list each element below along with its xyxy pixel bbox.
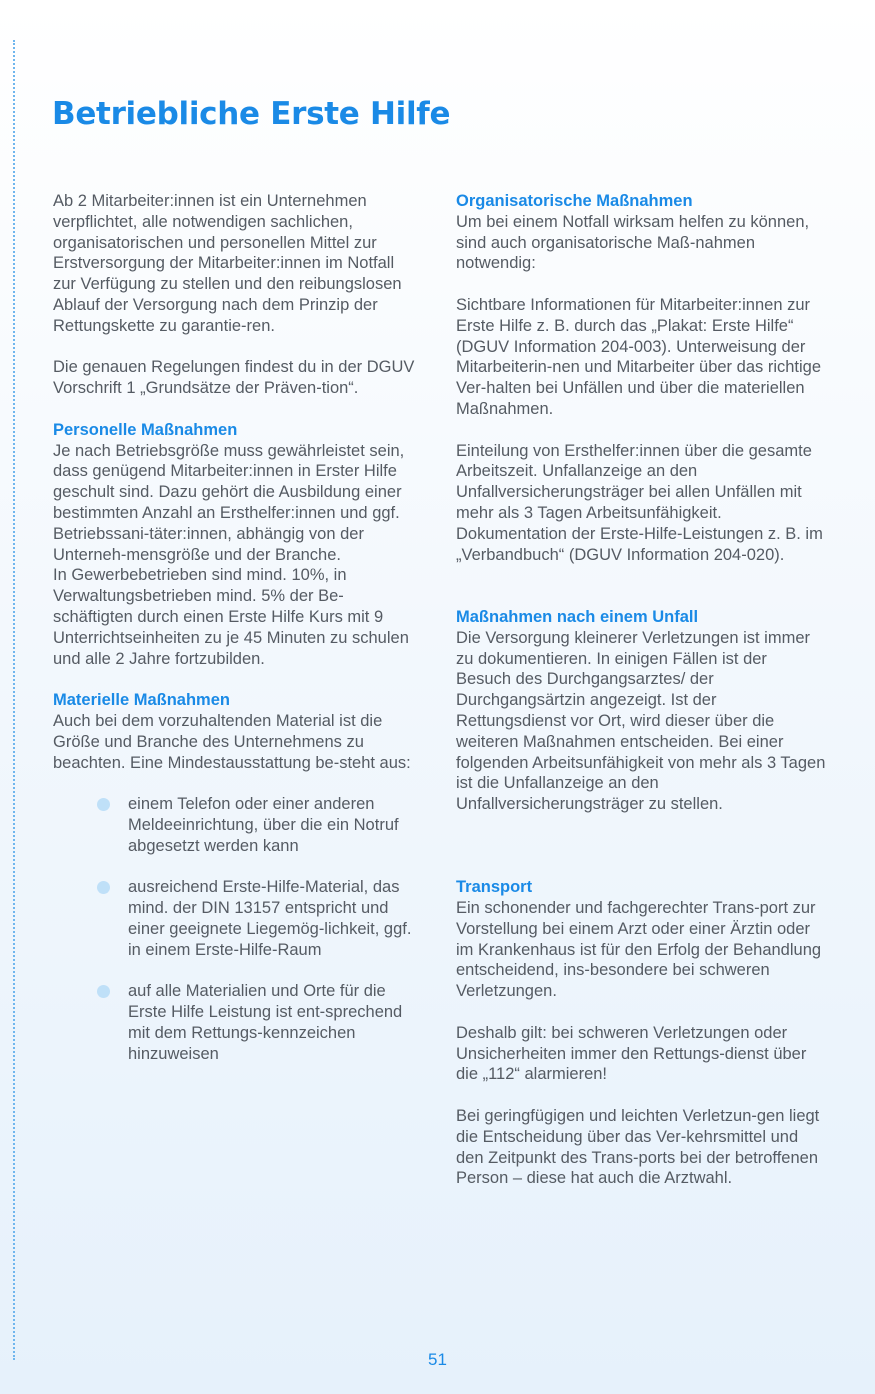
page-number: 51	[428, 1350, 447, 1369]
intro-paragraph-2: Die genauen Regelungen findest du in der DGUV Vorschrift 1 „Grundsätze der Präven-tion“.	[53, 358, 415, 398]
intro-paragraph-1: Ab 2 Mitarbeiter:innen ist ein Unternehmen verpflichtet, alle notwendigen sachlichen, organisatorischen und personellen Mittel zur Erstversorgung der Mitarbeiter:innen im Notfall zur Verfügung zu stellen und den reibungslosen Ablauf der Versorgung nach dem Prinzip der Rettungskette zu garantie-ren.	[53, 192, 402, 335]
unfall-paragraph: Die Versorgung kleinerer Verletzungen ist immer zu dokumentieren. In einigen Fällen ist der Besuch des Durchgangsarztes/ der Durchgangsärtzin angezeigt. Ist der Rettungsdienst vor Ort, wird dieser über die weiteren Maßnahmen entscheiden. Bei einer folgenden Arbeitsunfähigkeit von mehr als 3 Tagen ist die Unfallanzeige an den Unfallversicherungsträger zu stellen.	[456, 628, 826, 814]
unfall-heading: Maßnahmen nach einem Unfall	[456, 607, 699, 626]
organisatorische-paragraph-3: Einteilung von Ersthelfer:innen über die gesamte Arbeitszeit. Unfallanzeige an den Unfallversicherungsträger bei allen Unfällen mit mehr als 3 Tagen Arbeitsunfähigkeit. Dokumentation der Erste-Hilfe-Leistungen z. B. im „Verbandbuch“ (DGUV Information 204-020).	[456, 441, 823, 564]
transport-paragraph-2: Deshalb gilt: bei schweren Verletzungen oder Unsicherheiten immer den Rettungs-dienst über die „112“ alarmieren!	[456, 1023, 807, 1084]
list-item-text: ausreichend Erste-Hilfe-Material, das mind. der DIN 13157 entspricht und einer geeignete Liegemög-lichkeit, ggf. in einem Erste-Hilfe-Raum	[128, 878, 412, 959]
personelle-paragraph-2: In Gewerbebetrieben sind mind. 10%, in Verwaltungsbetrieben mind. 5% der Be-schäftigten durch einen Erste Hilfe Kurs mit 9 Unterrichtseinheiten zu je 45 Minuten zu schulen und alle 2 Jahre fortzubilden.	[53, 566, 409, 668]
bullet-dot-icon	[97, 881, 110, 894]
organisatorische-heading: Organisatorische Maßnahmen	[456, 192, 693, 210]
materielle-heading: Materielle Maßnahmen	[53, 691, 230, 710]
equipment-list	[53, 794, 415, 1064]
transport-paragraph-1: Ein schonender und fachgerechter Trans-port zur Vorstellung bei einem Arzt oder einer Ärztin oder im Krankenhaus ist für den Erfolg der Behandlung entscheidend, ins-besondere bei schweren Verletzungen.	[456, 899, 822, 1001]
bullet-dot-icon	[97, 985, 110, 998]
margin-dotted-rule	[13, 40, 15, 1360]
transport-heading: Transport	[456, 878, 533, 897]
materielle-paragraph: Auch bei dem vorzuhaltenden Material ist die Größe und Branche des Unternehmens zu beachten. Eine Mindestausstattung be-steht aus:	[53, 711, 411, 772]
list-item-text: einem Telefon oder einer anderen Meldeeinrichtung, über die ein Notruf abgesetzt werden kann	[128, 795, 399, 855]
list-item	[128, 877, 415, 960]
list-item	[128, 981, 415, 1064]
left-column	[53, 191, 415, 1064]
personelle-paragraph-1: Je nach Betriebsgröße muss gewährleistet sein, dass genügend Mitarbeiter:innen in Erster Hilfe geschult sind. Dazu gehört die Ausbildung einer bestimmten Anzahl an Ersthelfer:innen und ggf. Betriebssani-täter:innen, abhängig von der Unterneh-mensgröße und der Branche.	[53, 441, 405, 564]
personelle-heading: Personelle Maßnahmen	[53, 420, 238, 439]
transport-paragraph-3: Bei geringfügigen und leichten Verletzun-gen liegt die Entscheidung über das Ver-kehrsmittel und den Zeitpunkt des Trans-ports bei der betroffenen Person – diese hat auch die Arztwahl.	[456, 1107, 820, 1188]
page-title: Betriebliche Erste Hilfe	[52, 96, 451, 132]
list-item	[128, 794, 415, 856]
right-column	[456, 191, 826, 1189]
list-item-text: auf alle Materialien und Orte für die Erste Hilfe Leistung ist ent-sprechend mit dem Rettungs-kennzeichen hinzuweisen	[128, 982, 403, 1063]
organisatorische-paragraph-1: Um bei einem Notfall wirksam helfen zu können, sind auch organisatorische Maß-nahmen notwendig:	[456, 212, 810, 273]
organisatorische-paragraph-2: Sichtbare Informationen für Mitarbeiter:innen zur Erste Hilfe z. B. durch das „Plakat: Erste Hilfe“ (DGUV Information 204-003). Unterweisung der Mitarbeiterin-nen und Mitarbeiter über das richtige Ver-halten bei Unfällen und über die materiellen Maßnahmen.	[456, 295, 822, 418]
bullet-dot-icon	[97, 798, 110, 811]
